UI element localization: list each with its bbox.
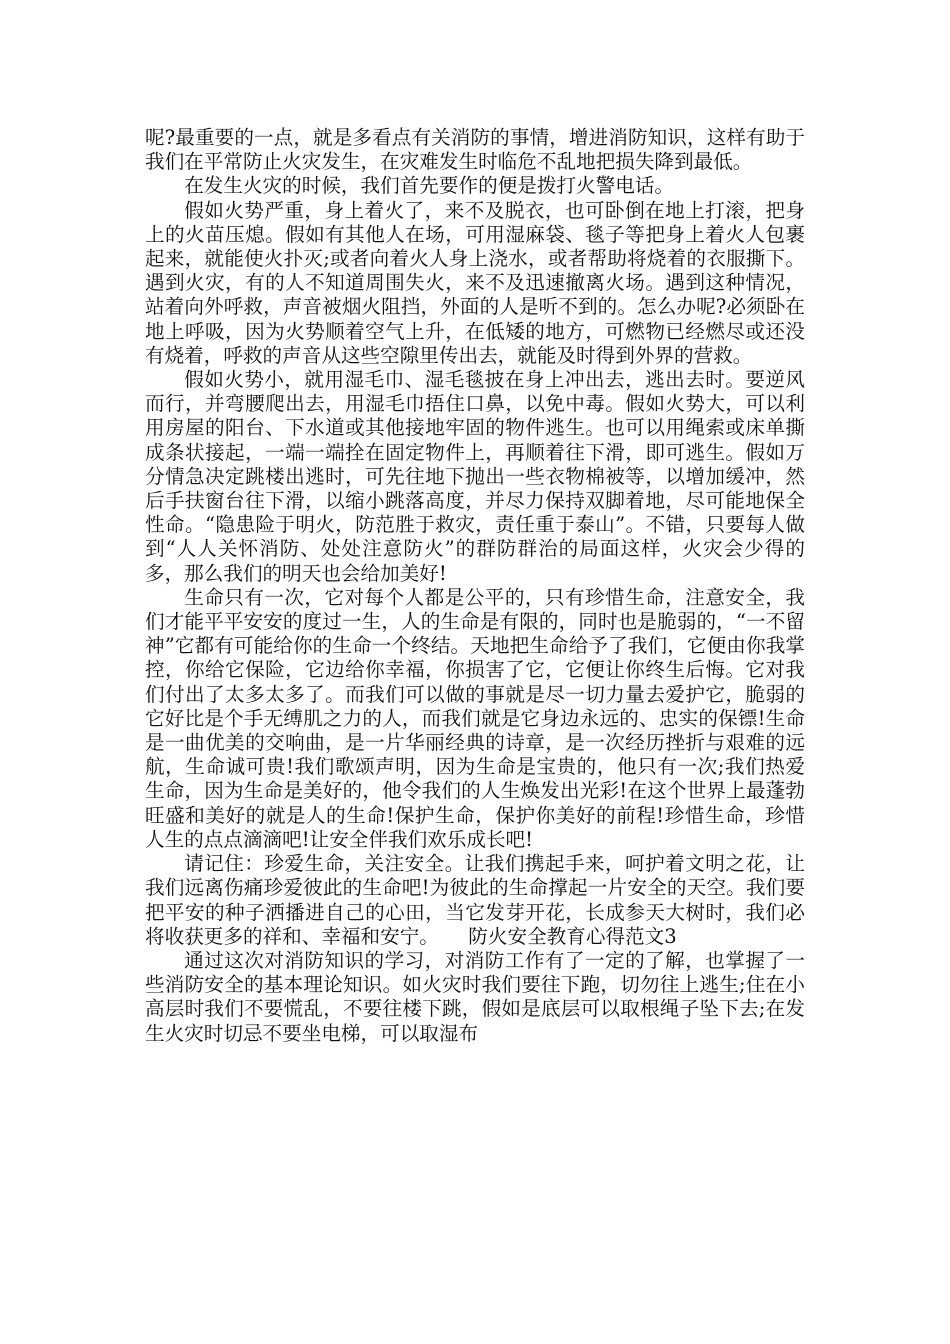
paragraph-3: 假如火势严重，身上着火了，来不及脱衣，也可卧倒在地上打滚，把身上的火苗压熄。假如有其他人在场，可用湿麻袋、毯子等把身上着火人包裹起来，就能使火扑灭;或者向着火人身上浇水，或者帮助将烧着的衣服撕下。遇到火灾，有的人不知道周围失火，来不及迅速撤离火场。遇到这种情况，站着向外呼救，声音被烟火阻挡，外面的人是听不到的。怎么办呢?必须卧在地上呼吸，因为火势顺着空气上升，在低矮的地方，可燃物已经燃尽或还没有烧着，呼救的声音从这些空隙里传出去，就能及时得到外界的营救。 bbox=[145, 198, 805, 367]
document-body bbox=[145, 126, 805, 1046]
paragraph-4: 假如火势小，就用湿毛巾、湿毛毯披在身上冲出去，逃出去时。要逆风而行，并弯腰爬出去，用湿毛巾捂住口鼻，以免中毒。假如火势大，可以利用房屋的阳台、下水道或其他接地牢固的物件逃生。也可以用绳索或床单撕成条状接起，一端一端拴在固定物件上，再顺着往下滑，即可逃生。假如万分情急决定跳楼出逃时，可先往地下抛出一些衣物棉被等，以增加缓冲，然后手扶窗台往下滑，以缩小跳落高度，并尽力保持双脚着地，尽可能地保全性命。“隐患险于明火，防范胜于救灾，责任重于泰山”。不错，只要每人做到“人人关怀消防、处处注意防火”的群防群治的局面这样，火灾会少得的多，那么我们的明天也会给加美好! bbox=[145, 368, 805, 585]
paragraph-5: 生命只有一次，它对每个人都是公平的，只有珍惜生命，注意安全，我们才能平平安安的度过一生，人的生命是有限的，同时也是脆弱的，“一不留神”它都有可能给你的生命一个终结。天地把生命给予了我们，它便由你我掌控，你给它保险，它边给你幸福，你损害了它，它便让你终生后悔。它对我们付出了太多太多了。而我们可以做的事就是尽一切力量去爱护它，脆弱的它好比是个手无缚肌之力的人，而我们就是它身边永远的、忠实的保镖!生命是一曲优美的交响曲，是一片华丽经典的诗章，是一次经历挫折与艰难的远航，生命诚可贵!我们歌颂声明，因为生命是宝贵的，他只有一次;我们热爱生命，因为生命是美好的，他令我们的人生焕发出光彩!在这个世界上最蓬勃旺盛和美好的就是人的生命!保护生命，保护你美好的前程!珍惜生命，珍惜人生的点点滴滴吧!让安全伴我们欢乐成长吧! bbox=[145, 585, 805, 851]
paragraph-7: 通过这次对消防知识的学习，对消防工作有了一定的了解，也掌握了一些消防安全的基本理论知识。如火灾时我们要往下跑，切勿往上逃生;住在小高层时我们不要慌乱，不要往楼下跳，假如是底层可以取根绳子坠下去;在发生火灾时切忌不要坐电梯，可以取湿布 bbox=[145, 948, 805, 1045]
paragraph-2: 在发生火灾的时候，我们首先要作的便是拨打火警电话。 bbox=[184, 174, 675, 198]
paragraph-6: 请记住：珍爱生命，关注安全。让我们携起手来，呵护着文明之花，让我们远离伤痛珍爱彼此的生命吧!为彼此的生命撑起一片安全的天空。我们要把平安的种子洒播进自己的心田，当它发芽开花，长成参天大树时，我们必将收获更多的祥和、幸福和安宁。 防火安全教育心得范文3 bbox=[145, 852, 805, 948]
paragraph-1: 呢?最重要的一点，就是多看点有关消防的事情，增进消防知识，这样有助于我们在平常防止火灾发生，在灾难发生时临危不乱地把损失降到最低。 bbox=[145, 126, 805, 174]
